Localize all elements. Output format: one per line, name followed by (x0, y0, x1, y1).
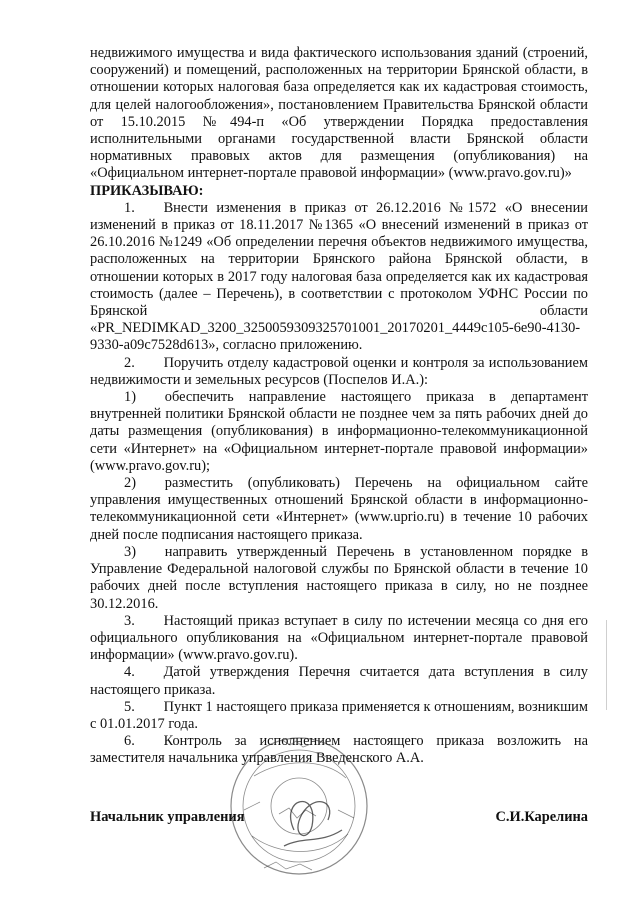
intro-paragraph: недвижимого имущества и вида фактического использования зданий (строений, сооружений) и помещений, расположенных на территории Брянской области, в отношении которых налоговая база определяется как их кадастровая стоимость, для целей налогообложения», постановлением Правительства Брянской области от 15.10.2015 №494-п «Об утверждении Порядка предоставления исполнительными органами государственной власти Брянской области нормативных правовых актов для размещения (опубликования) на «Официальном интернет-портале правовой информации» (www.pravo.gov.ru)» (90, 45, 588, 182)
scan-margin-line (606, 620, 607, 710)
document-body (90, 45, 588, 768)
order-heading: ПРИКАЗЫВАЮ: (90, 182, 204, 199)
subitem-3: 3) направить утвержденный Перечень в установленном порядке в Управление Федеральной налоговой службы по Брянской области в течение 10 рабочих дней после вступления настоящего приказа в силу, но не позднее 30.12.2016. (90, 543, 588, 612)
item-1: 1. Внести изменения в приказ от 26.12.2016 №1572 «О внесении изменений в приказ от 18.11.2017 №1365 «О внесений изменений в приказ от 26.10.2016 №1249 «Об определении перечня объектов недвижимого имущества, расположенных на территории Брянского района Брянской области, в отношении которых в 2017 году налоговая база определяется как их кадастровая стоимость (далее – Перечень), в соответствии с протоколом УФНС России по Брянской области «PR_NEDIMKAD_3200_3250059309325701001_20170201_4449c105-6e90-4130-9330-a09c7528d613», согласно приложению. (90, 199, 588, 354)
item-2: 2. Поручить отделу кадастровой оценки и контроля за использованием недвижимости и земельных ресурсов (Поспелов И.А.): (90, 354, 588, 388)
item-4: 4. Датой утверждения Перечня считается дата вступления в силу настоящего приказа. (90, 664, 588, 698)
signatory-name: С.И.Карелина (495, 809, 588, 825)
subitem-1: 1) обеспечить направление настоящего приказа в департамент внутренней политики Брянской области не позднее чем за пять рабочих дней до даты размещения (опубликования) в информационно-телекоммуникационной сети «Интернет» на «Официальном интернет-портале правовой информации» (www.pravo.gov.ru); (90, 389, 588, 474)
subitem-2: 2) разместить (опубликовать) Перечень на официальном сайте управления имущественных отношений Брянской области в информационно-телекоммуникационной сети «Интернет» (www.uprio.ru) в течение 10 рабочих дней после подписания настоящего приказа. (90, 475, 588, 543)
item-5: 5. Пункт 1 настоящего приказа применяется к отношениям, возникшим с 01.01.2017 года. (90, 698, 588, 732)
official-stamp-seal (224, 718, 374, 888)
signatory-position: Начальник управления (90, 809, 245, 825)
item-6: 6. Контроль за исполнением настоящего приказа возложить на заместителя начальника управления Введенского А.А. (90, 733, 588, 767)
signature-block (90, 809, 588, 826)
item-3: 3. Настоящий приказ вступает в силу по истечении месяца со дня его официального опубликования на «Официальном интернет-портале правовой информации» (www.pravo.gov.ru). (90, 612, 588, 664)
